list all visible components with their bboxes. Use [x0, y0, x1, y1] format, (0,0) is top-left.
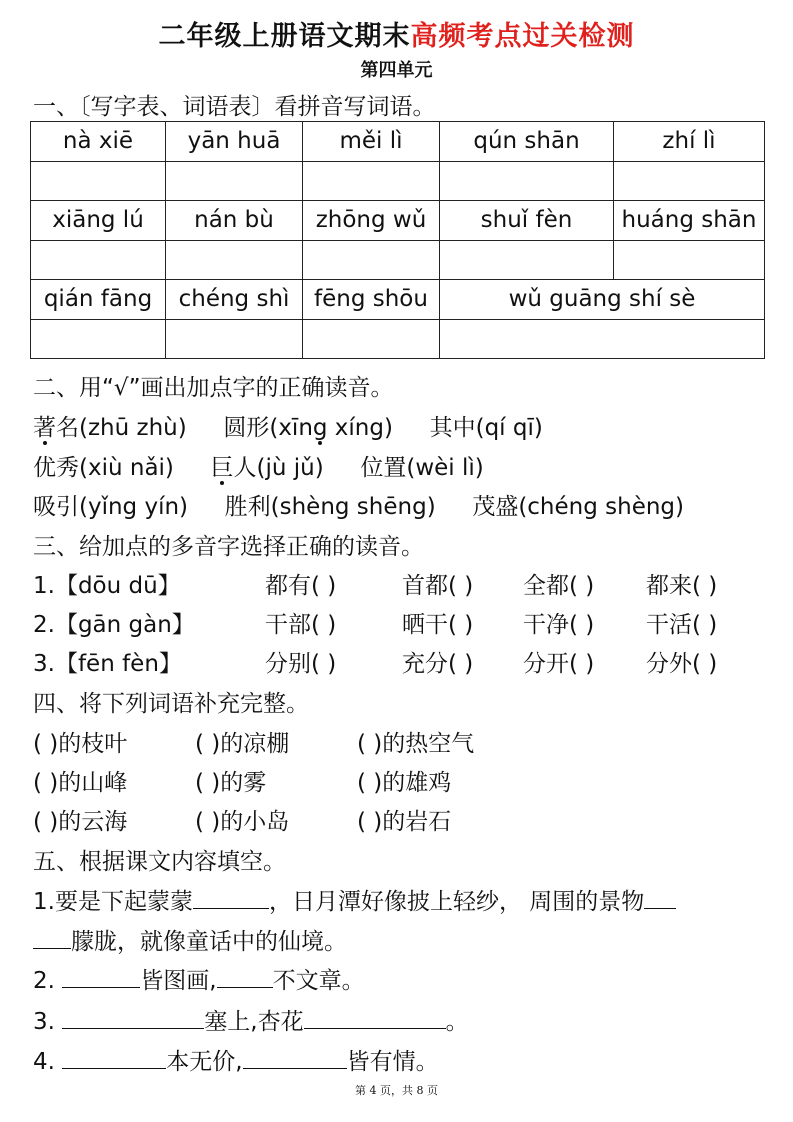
- q4-item[interactable]: ( )的岩石: [357, 809, 452, 835]
- q2-line-3: [33, 488, 684, 521]
- q2-item-text: 引(yǐng yín): [56, 494, 189, 520]
- q4-item[interactable]: ( )的雄鸡: [357, 770, 452, 796]
- pinyin-cell: zhōng wǔ: [303, 201, 440, 241]
- q3-word[interactable]: 干活( ): [646, 612, 718, 638]
- answer-cell[interactable]: [440, 240, 614, 280]
- q2-item-text: 利(shèng shēng): [247, 494, 436, 520]
- q2-item[interactable]: [472, 494, 684, 520]
- section-3-heading: 三、给加点的多音字选择正确的读音。: [33, 534, 424, 560]
- q3-word[interactable]: 分别( ): [265, 651, 337, 677]
- answer-cell[interactable]: [440, 161, 614, 201]
- answer-cell[interactable]: [303, 240, 440, 280]
- q2-item-text: 中(qí qī): [452, 415, 543, 441]
- q3-word[interactable]: 都来( ): [646, 573, 718, 599]
- q3-word[interactable]: 干部( ): [265, 612, 337, 638]
- q2-char: 胜: [224, 494, 248, 520]
- q2-item-text: 秀(xiù nǎi): [56, 455, 174, 481]
- fill-blank[interactable]: [243, 1044, 347, 1069]
- q5-text: 不文章。: [272, 968, 365, 994]
- pinyin-cell: shuǐ fèn: [440, 201, 614, 241]
- q5-line-4: [33, 1003, 469, 1036]
- q2-item[interactable]: [360, 455, 483, 481]
- q3-label: 2.【gān gàn】: [33, 612, 195, 638]
- dotted-char: 著: [33, 415, 56, 441]
- q2-char: 其: [429, 415, 453, 441]
- q5-line-1: [33, 883, 676, 916]
- q5-text: 4.: [33, 1049, 63, 1075]
- pinyin-cell: huáng shān: [614, 201, 765, 241]
- answer-cell[interactable]: [31, 240, 166, 280]
- q5-line-2: [33, 923, 347, 956]
- q3-word[interactable]: 都有( ): [265, 573, 337, 599]
- answer-cell[interactable]: [303, 161, 440, 201]
- section-4-heading: 四、将下列词语补充完整。: [33, 691, 309, 717]
- q3-label: 1.【dōu dū】: [33, 573, 181, 599]
- q3-word[interactable]: 首都( ): [402, 573, 474, 599]
- fill-blank[interactable]: [62, 1044, 166, 1069]
- pinyin-cell: nán bù: [166, 201, 303, 241]
- q5-line-3: [33, 962, 365, 995]
- answer-cell[interactable]: [614, 161, 765, 201]
- answer-cell[interactable]: [440, 319, 765, 359]
- fill-blank[interactable]: [62, 1004, 204, 1029]
- q2-char: 茂: [472, 494, 496, 520]
- pinyin-cell: chéng shì: [166, 280, 303, 320]
- table-row: [31, 122, 765, 162]
- answer-cell[interactable]: [166, 319, 303, 359]
- section-5-heading: 五、根据课文内容填空。: [33, 849, 286, 875]
- q3-label: 3.【fēn fèn】: [33, 651, 182, 677]
- q5-text: 。: [445, 1009, 469, 1035]
- q3-word[interactable]: 干净( ): [523, 612, 595, 638]
- fill-blank[interactable]: [193, 884, 269, 909]
- q4-item[interactable]: ( )的热空气: [357, 731, 475, 757]
- q3-word[interactable]: 晒干( ): [402, 612, 474, 638]
- fill-blank[interactable]: [217, 963, 273, 988]
- q4-item[interactable]: ( )的凉棚: [195, 731, 290, 757]
- title-red: 高频考点过关检测: [410, 21, 635, 52]
- page-footer: 第 4 页，共 8 页: [355, 1084, 438, 1097]
- q5-text: 2.: [33, 968, 63, 994]
- q5-text: 朦胧，就像童话中的仙境。: [71, 929, 347, 955]
- page-title: [0, 14, 793, 53]
- pinyin-cell: yān huā: [166, 122, 303, 162]
- q5-text: 3.: [33, 1009, 63, 1035]
- q5-text: ，日月潭好像披上轻纱， 周围的景物: [268, 889, 645, 915]
- pinyin-cell: nà xiē: [31, 122, 166, 162]
- q5-text: 塞上,杏花: [204, 1009, 304, 1035]
- pinyin-cell: zhí lì: [614, 122, 765, 162]
- q2-item[interactable]: [225, 494, 436, 520]
- q5-text: 本无价,: [166, 1049, 243, 1075]
- q3-word[interactable]: 充分( ): [402, 651, 474, 677]
- answer-cell[interactable]: [166, 161, 303, 201]
- q2-char: 吸: [33, 494, 56, 520]
- q5-text: 皆有情。: [346, 1049, 439, 1075]
- q2-char: 位: [360, 455, 384, 481]
- q2-item-text: 盛(chéng shèng): [495, 494, 685, 520]
- q2-line-2: [33, 449, 484, 482]
- pinyin-cell: wǔ guāng shí sè: [440, 280, 765, 320]
- q4-item[interactable]: ( )的云海: [33, 809, 128, 835]
- answer-cell[interactable]: [614, 240, 765, 280]
- q2-item[interactable]: [33, 494, 188, 520]
- pinyin-cell: qún shān: [440, 122, 614, 162]
- q5-line-5: [33, 1043, 439, 1076]
- fill-blank[interactable]: [62, 963, 140, 988]
- q2-item[interactable]: [33, 415, 187, 441]
- answer-cell[interactable]: [31, 319, 166, 359]
- fill-blank[interactable]: [33, 924, 71, 949]
- q4-item[interactable]: ( )的山峰: [33, 770, 128, 796]
- q5-text: 1.要是下起蒙蒙: [33, 889, 193, 915]
- table-row: [31, 161, 765, 201]
- table-row: [31, 280, 765, 320]
- q4-item[interactable]: ( )的枝叶: [33, 731, 128, 757]
- pinyin-cell: měi lì: [303, 122, 440, 162]
- table-row: [31, 201, 765, 241]
- q5-text: 皆图画,: [140, 968, 217, 994]
- pinyin-table: [30, 121, 765, 359]
- q3-word[interactable]: 分外( ): [646, 651, 718, 677]
- q4-item[interactable]: ( )的小岛: [195, 809, 290, 835]
- q2-item[interactable]: [33, 455, 174, 481]
- title-black: 二年级上册语文期末: [158, 21, 411, 52]
- answer-cell[interactable]: [303, 319, 440, 359]
- q2-char: 圆: [223, 415, 247, 441]
- dotted-char: 巨: [210, 455, 234, 481]
- q2-item[interactable]: [211, 455, 324, 481]
- fill-blank[interactable]: [304, 1004, 446, 1029]
- answer-cell[interactable]: [166, 240, 303, 280]
- answer-cell[interactable]: [31, 161, 166, 201]
- q3-word[interactable]: 全都( ): [523, 573, 595, 599]
- q2-line-1: [33, 409, 543, 442]
- dotted-char: 形(xīng xíng): [246, 415, 393, 441]
- section-1-heading: 一、〔写字表、词语表〕看拼音写词语。: [33, 94, 436, 120]
- q2-char: 优: [33, 455, 56, 481]
- unit-subtitle: 第四单元: [360, 60, 433, 81]
- q2-item-text: 人(jù jǔ): [233, 455, 324, 481]
- q3-word[interactable]: 分开( ): [523, 651, 595, 677]
- fill-blank[interactable]: [644, 884, 676, 909]
- table-row: [31, 240, 765, 280]
- q2-item[interactable]: [223, 415, 393, 441]
- pinyin-cell: qián fāng: [31, 280, 166, 320]
- section-2-heading: 二、用“√”画出加点字的正确读音。: [33, 375, 394, 401]
- q2-item-text: 名(zhū zhù): [56, 415, 187, 441]
- q2-item[interactable]: [430, 415, 543, 441]
- pinyin-cell: fēng shōu: [303, 280, 440, 320]
- table-row: [31, 319, 765, 359]
- q2-item-text: 置(wèi lì): [383, 455, 484, 481]
- q4-item[interactable]: ( )的雾: [195, 770, 267, 796]
- pinyin-cell: xiāng lú: [31, 201, 166, 241]
